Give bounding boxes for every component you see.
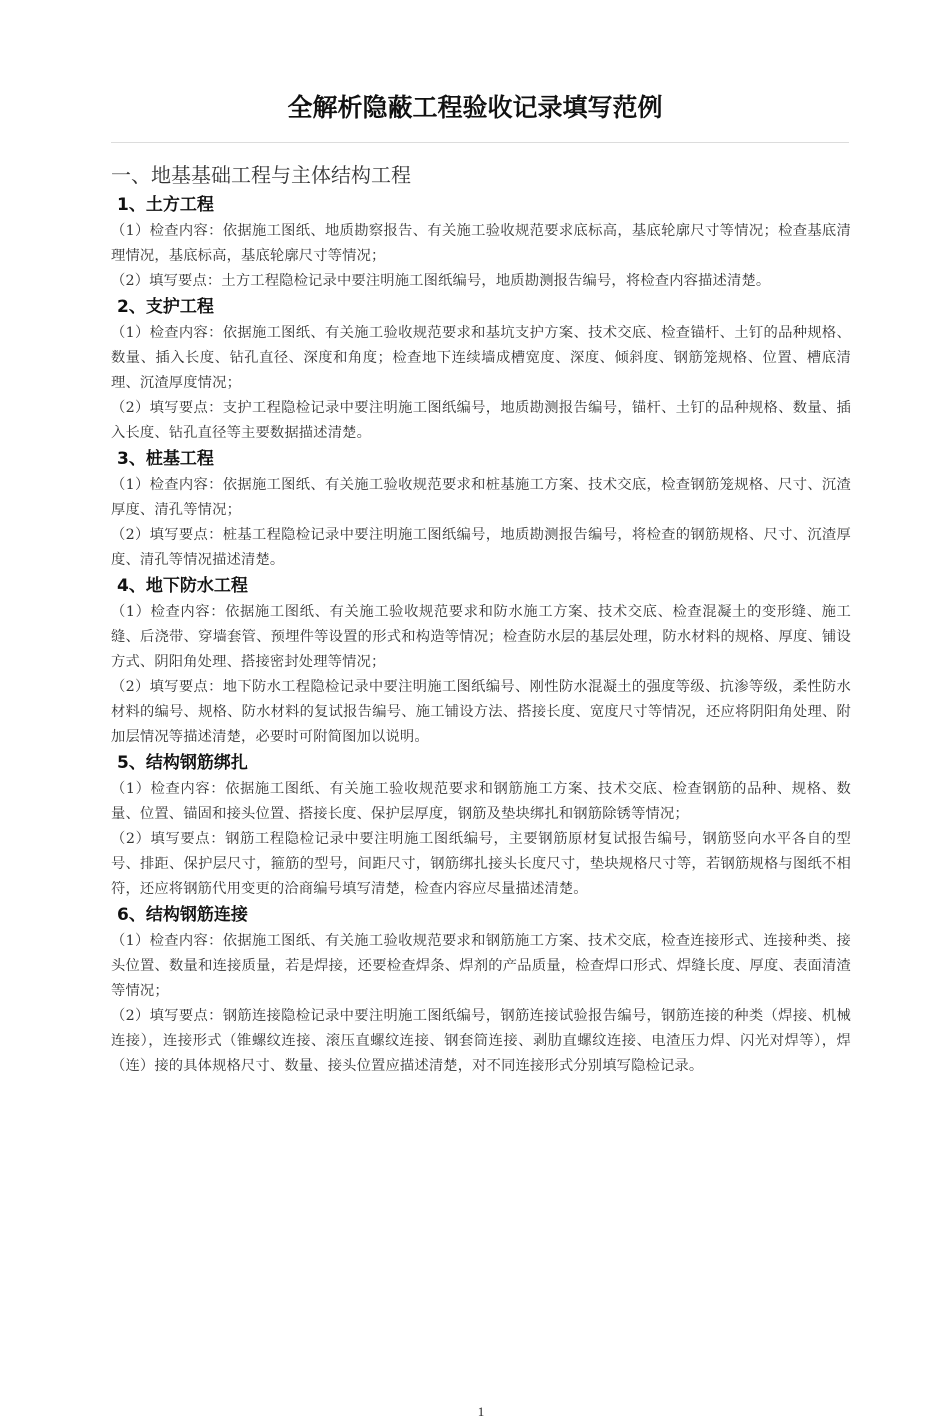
item-paragraph: （2）填写要点：支护工程隐检记录中要注明施工图纸编号，地质勘测报告编号，锚杆、土钉的品种规格、数量、插入长度、钻孔直径等主要数据描述清楚。 (111, 400, 851, 441)
document-title: 全解析隐蔽工程验收记录填写范例 (287, 93, 663, 122)
item-heading: 3、桩基工程 (117, 449, 214, 469)
item-paragraph: （1）检查内容：依据施工图纸、有关施工验收规范要求和基坑支护方案、技术交底、检查锚杆、土钉的品种规格、数量、插入长度、钻孔直径、深度和角度；检查地下连续墙成槽宽度、深度、倾斜度、钢筋笼规格、位置、槽底清理、沉渣厚度情况； (111, 325, 851, 391)
item-paragraph: （2）填写要点：地下防水工程隐检记录中要注明施工图纸编号、刚性防水混凝土的强度等级、抗渗等级，柔性防水材料的编号、规格、防水材料的复试报告编号、施工铺设方法、搭接长度、宽度尺寸等情况，还应将阴阳角处理、附加层情况等描述清楚，必要时可附简图加以说明。 (111, 679, 851, 745)
item-heading: 5、结构钢筋绑扎 (117, 753, 248, 773)
item-heading: 2、支护工程 (117, 297, 214, 317)
document-body (111, 158, 851, 1419)
item-heading: 6、结构钢筋连接 (117, 905, 248, 925)
section-heading: 一、地基基础工程与主体结构工程 (111, 163, 411, 187)
item-paragraph: （2）填写要点：桩基工程隐检记录中要注明施工图纸编号，地质勘测报告编号，将检查的钢筋规格、尺寸、沉渣厚度、清孔等情况描述清楚。 (111, 527, 851, 568)
item-heading: 4、地下防水工程 (117, 576, 248, 596)
item-heading: 1、土方工程 (117, 195, 214, 215)
item-paragraph: （1）检查内容：依据施工图纸、有关施工验收规范要求和桩基施工方案、技术交底，检查钢筋笼规格、尺寸、沉渣厚度、清孔等情况； (111, 477, 851, 518)
item-paragraph: （2）填写要点：钢筋工程隐检记录中要注明施工图纸编号，主要钢筋原材复试报告编号，钢筋竖向水平各自的型号、排距、保护层尺寸，箍筋的型号，间距尺寸，钢筋绑扎接头长度尺寸，垫块规格尺寸等，若钢筋规格与图纸不相符，还应将钢筋代用变更的洽商编号填写清楚，检查内容应尽量描述清楚。 (111, 831, 851, 897)
item-paragraph: （2）填写要点：土方工程隐检记录中要注明施工图纸编号，地质勘测报告编号，将检查内容描述清楚。 (111, 273, 771, 289)
page-number: 1 (477, 1404, 485, 1419)
item-paragraph: （2）填写要点：钢筋连接隐检记录中要注明施工图纸编号，钢筋连接试验报告编号，钢筋连接的种类（焊接、机械连接），连接形式（锥螺纹连接、滚压直螺纹连接、钢套筒连接、剥肋直螺纹连接、电渣压力焊、闪光对焊等），焊（连）接的具体规格尺寸、数量、接头位置应描述清楚，对不同连接形式分别填写隐检记录。 (111, 1008, 851, 1074)
item-paragraph: （1）检查内容：依据施工图纸、地质勘察报告、有关施工验收规范要求底标高，基底轮廓尺寸等情况；检查基底清理情况，基底标高，基底轮廓尺寸等情况； (111, 223, 851, 264)
title-divider (111, 142, 849, 143)
item-paragraph: （1）检查内容：依据施工图纸、有关施工验收规范要求和钢筋施工方案、技术交底、检查钢筋的品种、规格、数量、位置、锚固和接头位置、搭接长度、保护层厚度，钢筋及垫块绑扎和钢筋除锈等情况； (111, 781, 851, 822)
item-paragraph: （1）检查内容：依据施工图纸、有关施工验收规范要求和钢筋施工方案、技术交底，检查连接形式、连接种类、接头位置、数量和连接质量，若是焊接，还要检查焊条、焊剂的产品质量，检查焊口形式、焊缝长度、厚度、表面清渣等情况； (111, 933, 851, 999)
item-paragraph: （1）检查内容：依据施工图纸、有关施工验收规范要求和防水施工方案、技术交底、检查混凝土的变形缝、施工缝、后浇带、穿墙套管、预埋件等设置的形式和构造等情况；检查防水层的基层处理，防水材料的规格、厚度、铺设方式、阴阳角处理、搭接密封处理等情况； (111, 604, 851, 670)
